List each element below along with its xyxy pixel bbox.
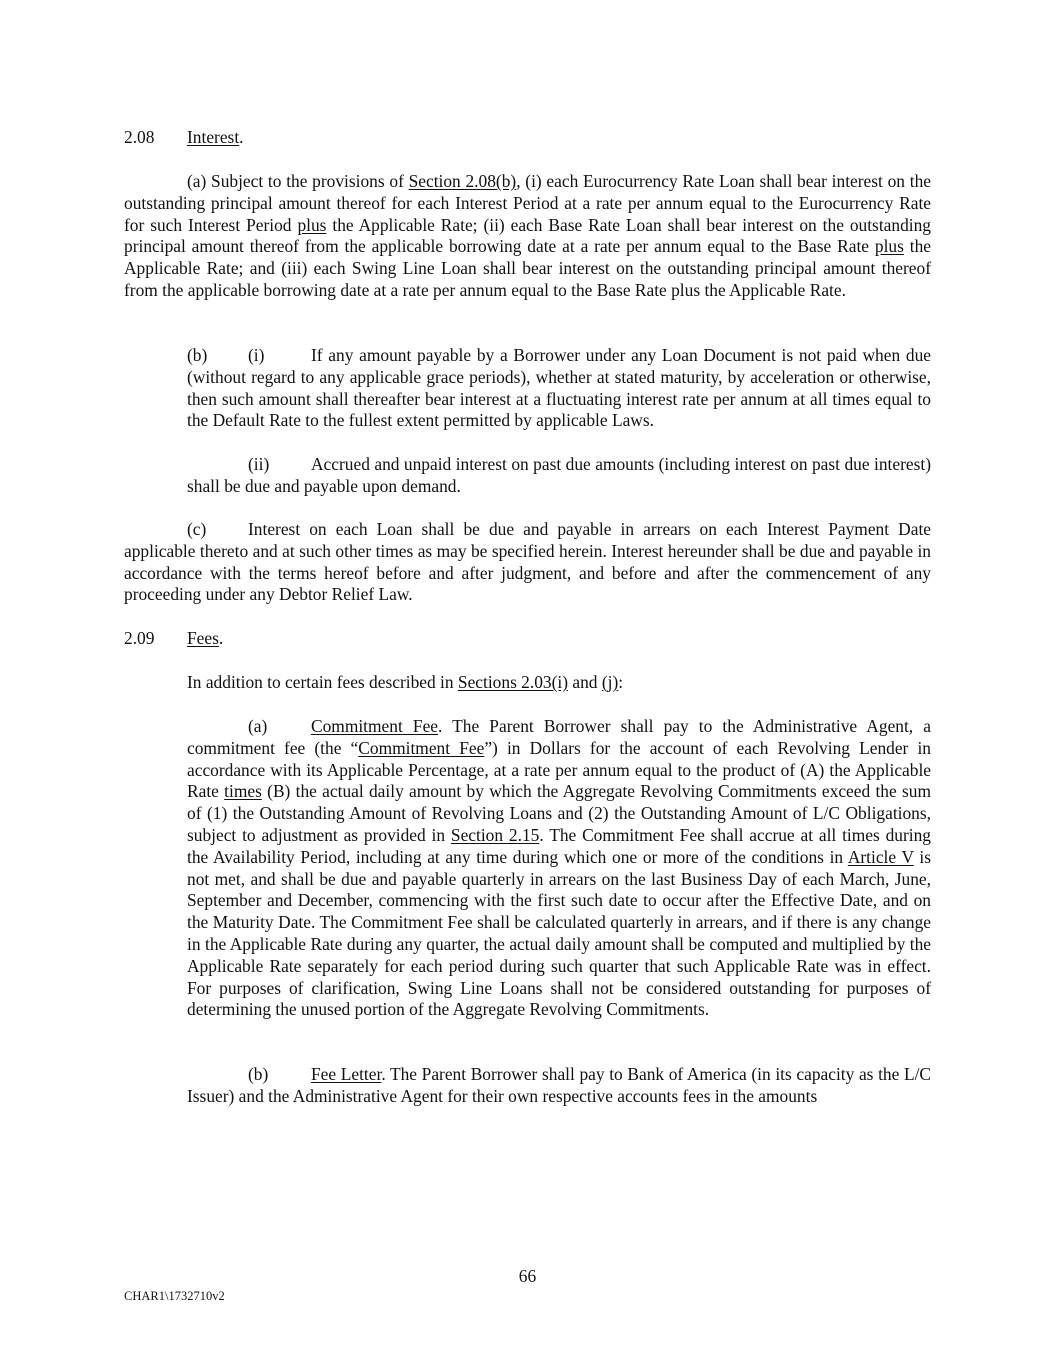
- fees-intro: In addition to certain fees described in Sections 2.03(i) and (j):: [187, 672, 624, 692]
- cross-reference: Article V: [847, 846, 914, 867]
- section-number: 2.08: [124, 127, 155, 147]
- section-title: Interest.: [187, 127, 244, 147]
- paragraph-a: (a) Subject to the provisions of Section 2.08(b), (i) each Eurocurrency Rate Loan shall bear interest on the outstanding principal amount thereof for each Interest Period at a rate per annum equal to the Eurocurrency Rate for such Interest Period plus the Applicable Rate; (ii) each Base Rate Loan shall bear interest on the outstanding principal amount thereof from the applicable borrowing date at a rate per annum equal to the Base Rate plus the Applicable Rate; and (iii) each Swing Line Loan shall bear interest on the outstanding principal amount thereof from the applicable borrowing date at a rate per annum equal to the Base Rate plus the Applicable Rate.: [124, 171, 931, 300]
- fee-b-fee-letter: (b) Fee Letter. The Parent Borrower shall pay to Bank of America (in its capacity as the L/C Issuer) and the Administrative Agent for their own respective accounts fees in the amounts: [187, 1064, 932, 1106]
- paragraph-b-i: (b) (i) If any amount payable by a Borrower under any Loan Document is not paid when due (without regard to any applicable grace periods), whether at stated maturity, by acceleration or otherwise, then such amount shall thereafter bear interest at a fluctuating interest rate per annum at all times equal to the Default Rate to the fullest extent permitted by applicable Laws.: [187, 345, 931, 431]
- section-number: 2.09: [124, 628, 155, 648]
- fee-heading: Fee Letter: [311, 1064, 382, 1084]
- cross-reference: Section 2.08(b): [408, 171, 517, 191]
- section-title: Fees.: [187, 628, 224, 648]
- fee-a-commitment-fee: (a) Commitment Fee. The Parent Borrower shall pay to the Administrative Agent, a commitment fee (the “Commitment Fee”) in Dollars for the account of each Revolving Lender in accordance with its Applicable Percentage, at a rate per annum equal to the product of (A) the Applicable Rate times (B) the actual daily amount by which the Aggregate Revolving Commitments exceed the sum of (1) the Outstanding Amount of Revolving Loans and (2) the Outstanding Amount of L/C Obligations, subject to adjustment as provided in Section 2.15. The Commitment Fee shall accrue at all times during the Availability Period, including at any time during which one or more of the conditions in Article V is not met, and shall be due and payable quarterly in arrears on the last Business Day of each March, June, September and December, commencing with the first such date to occur after the Effective Date, and on the Maturity Date. The Commitment Fee shall be calculated quarterly in arrears, and if there is any change in the Applicable Rate during any quarter, the actual daily amount shall be computed and multiplied by the Applicable Rate separately for each period during such quarter that such Applicable Rate was in effect. For purposes of clarification, Swing Line Loans shall not be considered outstanding for purposes of determining the unused portion of the Aggregate Revolving Commitments.: [187, 716, 932, 1020]
- page-number: 66: [518, 1266, 537, 1286]
- cross-reference: Section 2.15: [450, 824, 540, 845]
- paragraph-c: (c) Interest on each Loan shall be due and payable in arrears on each Interest Payment Date applicable thereto and at such other times as may be specified herein. Interest hereunder shall be due and payable in accordance with the terms hereof before and after judgment, and before and after the commencement of any proceeding under any Debtor Relief Law.: [124, 519, 931, 605]
- document-id: CHAR1\1732710v2: [124, 1289, 225, 1303]
- defined-term: Commitment Fee: [358, 737, 485, 758]
- cross-reference: (j): [601, 672, 619, 692]
- fee-heading: Commitment Fee: [311, 716, 439, 736]
- cross-reference: Sections 2.03(i): [457, 672, 569, 692]
- paragraph-b-ii: (ii) Accrued and unpaid interest on past due amounts (including interest on past due interest) shall be due and payable upon demand.: [187, 454, 931, 496]
